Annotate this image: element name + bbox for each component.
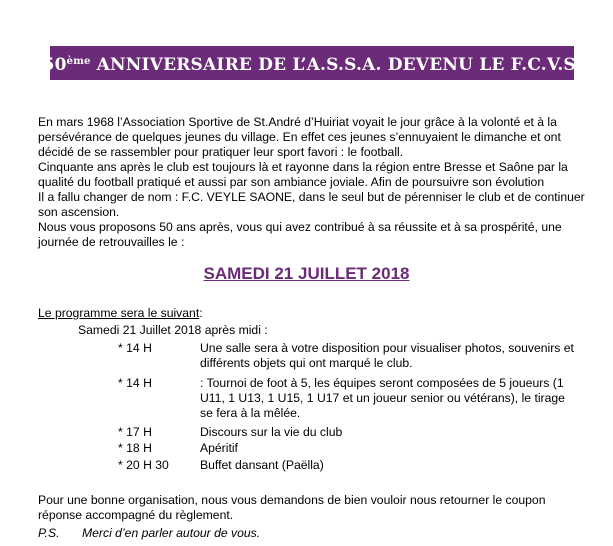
- footer-paragraph: [38, 493, 598, 523]
- program-time: * 14 H: [118, 341, 152, 355]
- program-subtitle: Samedi 21 Juillet 2018 après midi :: [78, 323, 268, 337]
- title-banner: [42, 46, 582, 80]
- postscript-label: P.S.: [38, 526, 60, 540]
- program-description: [200, 341, 595, 371]
- program-description: [200, 441, 595, 456]
- program-description-line: : Tournoi de foot à 5, les équipes seront composées de 5 joueurs (1: [200, 376, 564, 390]
- intro-line: son ascension.: [38, 205, 120, 219]
- program-time: * 20 H 30: [118, 458, 169, 472]
- intro-line: décidé de se rassembler pour pratiquer leur sport favori : le football.: [38, 145, 404, 159]
- intro-line: En mars 1968 l’Association Sportive de St.André d’Huiriat voyait le jour grâce à la volonté et à la: [38, 115, 557, 129]
- program-description-line: Discours sur la vie du club: [200, 425, 343, 439]
- program-title: Le programme sera le suivant:: [38, 306, 203, 320]
- program-description: [200, 425, 595, 440]
- footer-line: Pour une bonne organisation, nous vous demandons de bien vouloir nous retourner le coupon: [38, 493, 546, 507]
- page-title: 50ème ANNIVERSAIRE DE L’A.S.S.A. DEVENU LE F.C.V.S.: [42, 54, 582, 75]
- intro-line: journée de retrouvailles le :: [38, 235, 185, 249]
- event-date-heading: SAMEDI 21 JUILLET 2018: [203, 264, 410, 283]
- footer-line: réponse accompagné du règlement.: [38, 508, 234, 522]
- program-description-line: U11, 1 U13, 1 U15, 1 U17 et un joueur senior ou vétérans), le tirage: [200, 391, 565, 405]
- intro-line: Cinquante ans après le club est toujours là et rayonne dans la région entre Bresse et Saône par la: [38, 160, 568, 174]
- program-description: [200, 376, 595, 421]
- intro-paragraph: [38, 115, 598, 250]
- program-description-line: Une salle sera à votre disposition pour visualiser photos, souvenirs et: [200, 341, 574, 355]
- program-description-line: Buffet dansant (Paëlla): [200, 458, 324, 472]
- postscript-text: Merci d’en parler autour de vous.: [82, 526, 261, 540]
- program-time: * 17 H: [118, 425, 152, 439]
- intro-line: qualité du football pratiqué et aussi par son ambiance joviale. Afin de poursuivre son évolution: [38, 175, 545, 189]
- postscript: [38, 526, 260, 541]
- program-description: [200, 458, 595, 473]
- program-description-line: Apéritif: [200, 441, 238, 455]
- program-time: * 18 H: [118, 441, 152, 455]
- program-description-line: se fera à la mêlée.: [200, 406, 301, 420]
- program-description-line: différents objets qui ont marqué le club.: [200, 356, 413, 370]
- program-time: * 14 H: [118, 376, 152, 390]
- intro-line: persévérance de quelques jeunes du village. En effet ces jeunes s’ennuyaient le dimanche et ont: [38, 130, 561, 144]
- intro-line: Il a fallu changer de nom : F.C. VEYLE SAONE, dans le seul but de pérenniser le club et de continuer: [38, 190, 585, 204]
- intro-line: Nous vous proposons 50 ans après, vous qui avez contribué à sa réussite et à sa prospérité, une: [38, 220, 562, 234]
